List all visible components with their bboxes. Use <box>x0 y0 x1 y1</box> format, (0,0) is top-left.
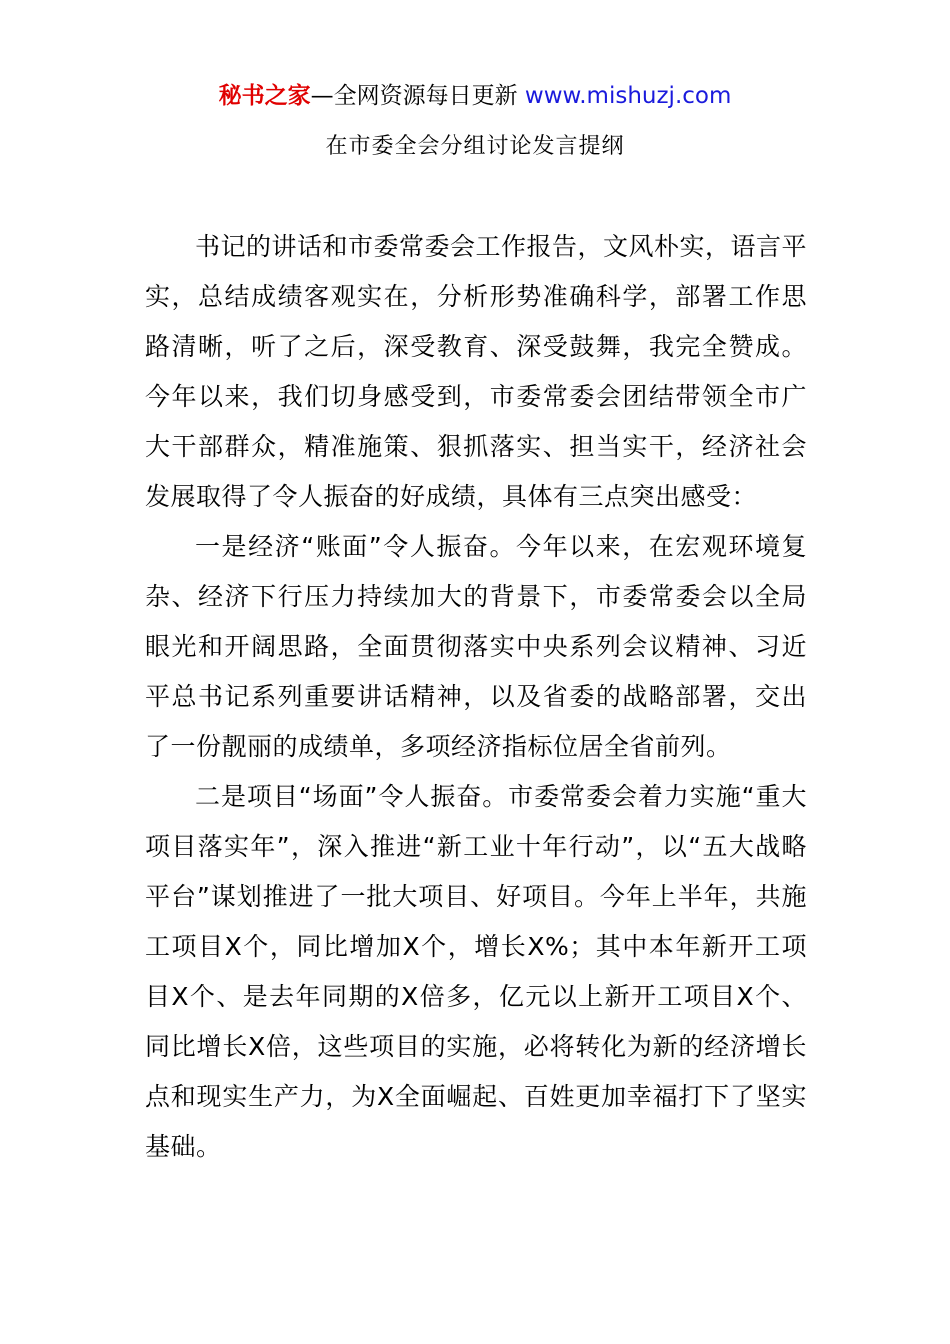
document-title: 在市委全会分组讨论发言提纲 <box>325 134 625 159</box>
paragraph-point-one: 一是经济“账面”令人振奋。今年以来，在宏观环境复杂、经济下行压力持续加大的背景下，市委常委会以全局眼光和开阔思路，全面贯彻落实中央系列会议精神、习近平总书记系列重要讲话精神，以及省委的战略部署，交出了一份靓丽的成绩单，多项经济指标位居全省前列。 <box>145 532 807 761</box>
site-header <box>0 78 950 114</box>
site-brand: 秘书之家 <box>218 83 311 109</box>
site-tagline: —全网资源每日更新 <box>310 83 525 109</box>
paragraph-intro: 书记的讲话和市委常委会工作报告，文风朴实，语言平实，总结成绩客观实在，分析形势准确科学，部署工作思路清晰，听了之后，深受教育、深受鼓舞，我完全赞成。今年以来，我们切身感受到，市委常委会团结带领全市广大干部群众，精准施策、狠抓落实、担当实干，经济社会发展取得了令人振奋的好成绩，具体有三点突出感受： <box>145 232 808 511</box>
site-url-link[interactable]: www.mishuzj.com <box>524 83 732 109</box>
document-body <box>145 222 807 1172</box>
paragraph-point-two: 二是项目“场面”令人振奋。市委常委会着力实施“重大项目落实年”，深入推进“新工业十年行动”，以“五大战略平台”谋划推进了一批大项目、好项目。今年上半年，共施工项目X个，同比增加X个，增长X%；其中本年新开工项目X个、是去年同期的X倍多，亿元以上新开工项目X个、同比增长X倍，这些项目的实施，必将转化为新的经济增长点和现实生产力，为X全面崛起、百姓更加幸福打下了坚实基础。 <box>145 782 807 1161</box>
